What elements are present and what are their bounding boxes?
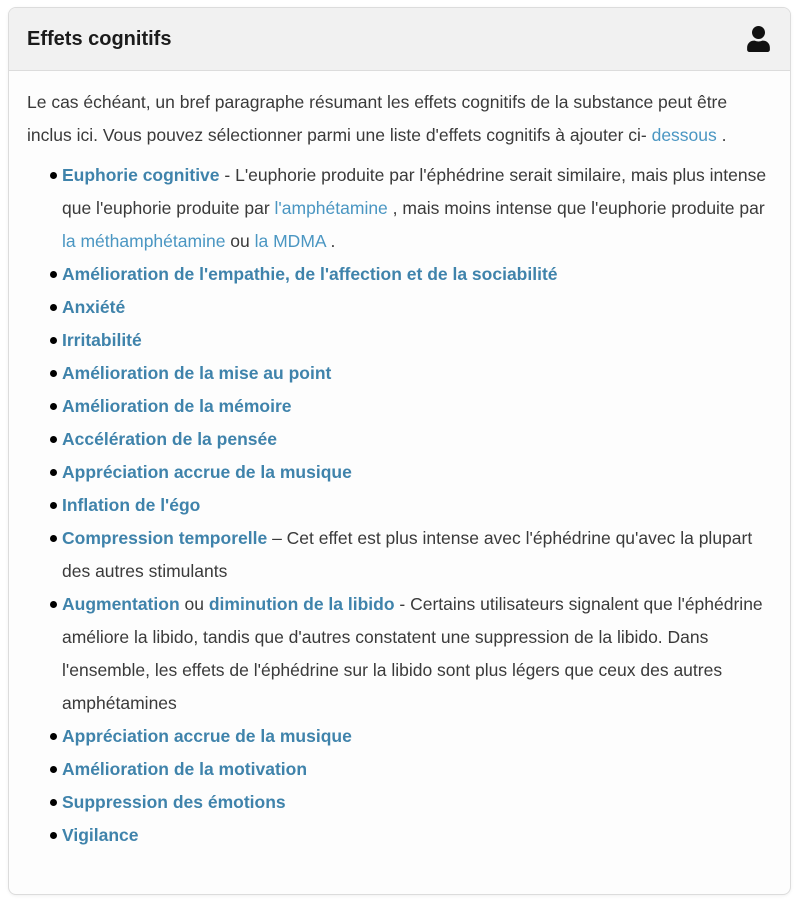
user-icon[interactable] <box>747 26 770 52</box>
card-title: Effets cognitifs <box>27 28 172 50</box>
wiki-link[interactable]: Amélioration de la mise au point <box>62 363 332 383</box>
card-body <box>9 71 790 872</box>
wiki-link[interactable]: Euphorie cognitive <box>62 165 220 185</box>
wiki-link[interactable]: Appréciation accrue de la musique <box>62 726 352 746</box>
list-item <box>62 456 772 489</box>
wiki-link[interactable]: diminution de la libido <box>208 594 395 614</box>
wiki-link[interactable]: dessous <box>651 125 717 145</box>
intro-paragraph <box>27 86 772 152</box>
wiki-link[interactable]: Augmentation <box>62 594 180 614</box>
wiki-link[interactable]: Accélération de la pensée <box>62 429 277 449</box>
list-item <box>62 753 772 786</box>
list-item <box>62 390 772 423</box>
list-item <box>62 159 772 258</box>
list-item <box>62 522 772 588</box>
wiki-link[interactable]: Amélioration de la mémoire <box>62 396 292 416</box>
card-header <box>9 8 790 71</box>
wiki-link[interactable]: Amélioration de la motivation <box>62 759 308 779</box>
wiki-link[interactable]: Irritabilité <box>62 330 142 350</box>
text-segment: , mais moins intense que l'euphorie produite par <box>387 198 765 218</box>
list-item <box>62 489 772 522</box>
list-item <box>62 324 772 357</box>
text-segment: ou <box>225 231 255 251</box>
list-item <box>62 786 772 819</box>
text-segment: - Certains utilisateurs signalent que l'éphédrine améliore la libido, tandis que d'autres constatent une suppression de la libido. Dans l'ensemble, les effets de l'éphédrine sur la libido sont plus légers que ceux des autres amphétamines <box>62 594 763 713</box>
wiki-link[interactable]: Compression temporelle <box>62 528 268 548</box>
list-item <box>62 588 772 720</box>
effects-list <box>27 159 772 852</box>
wiki-link[interactable]: Appréciation accrue de la musique <box>62 462 352 482</box>
wiki-link[interactable]: la méthamphétamine <box>62 231 226 251</box>
list-item <box>62 291 772 324</box>
text-segment: Le cas échéant, un bref paragraphe résumant les effets cognitifs de la substance peut être inclus ici. Vous pouvez sélectionner parmi une liste d'effets cognitifs à ajouter ci- <box>27 92 728 145</box>
text-segment: - L'euphorie produite par l'éphédrine serait similaire, mais plus intense que l'euphorie produite par <box>62 165 767 218</box>
text-segment: . <box>716 125 727 145</box>
wiki-link[interactable]: Vigilance <box>62 825 139 845</box>
wiki-link[interactable]: Amélioration de l'empathie, de l'affection et de la sociabilité <box>62 264 558 284</box>
list-item <box>62 720 772 753</box>
text-segment: . <box>325 231 336 251</box>
cognitive-effects-card <box>8 7 791 895</box>
wiki-link[interactable]: Inflation de l'égo <box>62 495 201 515</box>
wiki-link[interactable]: l'amphétamine <box>274 198 388 218</box>
list-item <box>62 423 772 456</box>
text-segment: ou <box>179 594 209 614</box>
wiki-link[interactable]: la MDMA <box>254 231 326 251</box>
text-segment: – Cet effet est plus intense avec l'éphédrine qu'avec la plupart des autres stimulants <box>62 528 753 581</box>
wiki-link[interactable]: Suppression des émotions <box>62 792 286 812</box>
list-item <box>62 258 772 291</box>
list-item <box>62 357 772 390</box>
wiki-link[interactable]: Anxiété <box>62 297 126 317</box>
list-item <box>62 819 772 852</box>
